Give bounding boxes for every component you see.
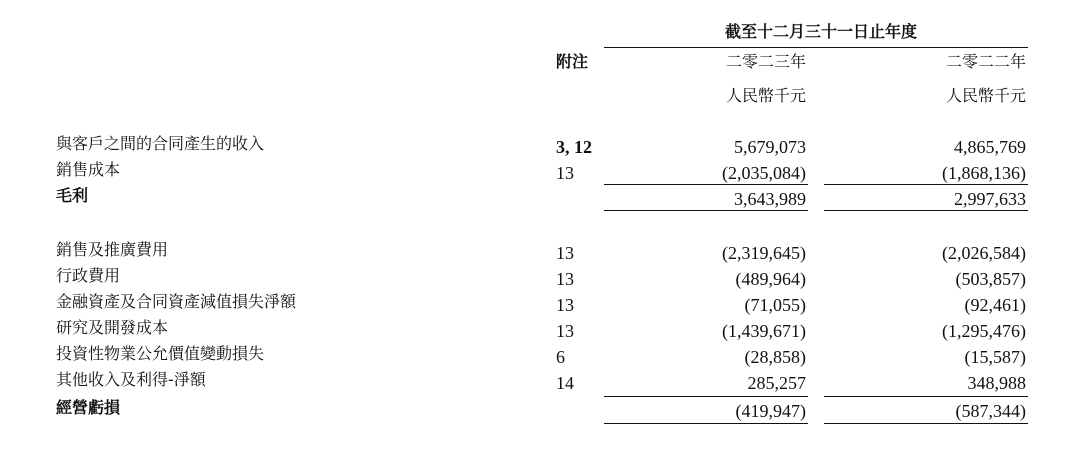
year-2023-header: 二零二三年 <box>725 52 806 71</box>
row-value-2023: (71,055) <box>744 295 806 315</box>
row-value-2023: (2,319,645) <box>722 243 806 263</box>
row-value-2023: 5,679,073 <box>734 137 806 157</box>
row-value-2023: (419,947) <box>735 401 806 421</box>
period-heading-rule <box>604 47 1028 48</box>
row-value-2023: (28,858) <box>744 347 806 367</box>
subtotal-rule-2023 <box>604 396 808 397</box>
row-value-2022: (1,868,136) <box>942 163 1026 183</box>
row-value-2022: (2,026,584) <box>942 243 1026 263</box>
gross-profit-rule-2023 <box>604 210 808 211</box>
row-value-2023: (1,439,671) <box>722 321 806 341</box>
row-note: 6 <box>556 347 565 367</box>
row-value-2022: (1,295,476) <box>942 321 1026 341</box>
year-2022-header: 二零二二年 <box>945 52 1026 71</box>
subtotal-rule-2022 <box>824 184 1028 185</box>
row-note: 13 <box>556 321 574 341</box>
row-label: 經營虧損 <box>56 398 121 417</box>
row-value-2023: 285,257 <box>747 373 806 393</box>
row-label: 行政費用 <box>56 266 121 285</box>
row-note: 13 <box>556 243 574 263</box>
row-note: 3, 12 <box>556 137 592 157</box>
row-note: 13 <box>556 163 574 183</box>
row-value-2022: (92,461) <box>964 295 1026 315</box>
gross-profit-rule-2022 <box>824 210 1028 211</box>
row-note: 13 <box>556 269 574 289</box>
row-value-2022: (587,344) <box>955 401 1026 421</box>
subtotal-rule-2023 <box>604 184 808 185</box>
row-label: 銷售及推廣費用 <box>56 240 169 259</box>
row-value-2022: 2,997,633 <box>954 189 1026 209</box>
row-note: 14 <box>556 373 574 393</box>
row-label: 金融資產及合同資產減值損失淨額 <box>56 292 297 311</box>
currency-2023-header: 人民幣千元 <box>725 86 806 105</box>
row-note: 13 <box>556 295 574 315</box>
row-value-2022: 348,988 <box>967 373 1026 393</box>
row-label: 毛利 <box>56 186 89 205</box>
operating-loss-rule-2023 <box>604 423 808 424</box>
row-label: 其他收入及利得-淨額 <box>56 370 206 389</box>
row-label: 研究及開發成本 <box>56 318 169 337</box>
row-label: 銷售成本 <box>56 160 121 179</box>
currency-2022-header: 人民幣千元 <box>945 86 1026 105</box>
row-value-2022: (503,857) <box>955 269 1026 289</box>
row-value-2023: (489,964) <box>735 269 806 289</box>
subtotal-rule-2022 <box>824 396 1028 397</box>
row-label: 與客戶之間的合同產生的收入 <box>56 134 265 153</box>
row-value-2023: 3,643,989 <box>734 189 806 209</box>
operating-loss-rule-2022 <box>824 423 1028 424</box>
period-heading: 截至十二月三十一日止年度 <box>724 22 917 41</box>
row-label: 投資性物業公允價值變動損失 <box>56 344 265 363</box>
row-value-2022: 4,865,769 <box>954 137 1026 157</box>
row-value-2023: (2,035,084) <box>722 163 806 183</box>
note-column-header: 附注 <box>556 52 589 71</box>
row-value-2022: (15,587) <box>964 347 1026 367</box>
